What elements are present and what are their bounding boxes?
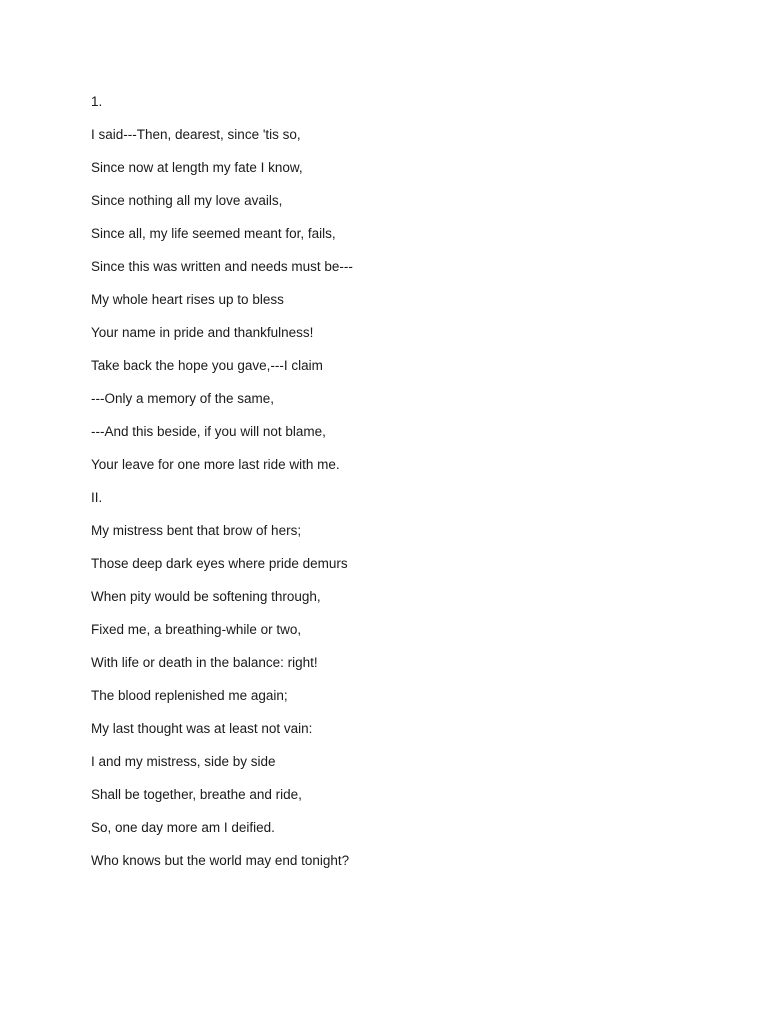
poem-line: So, one day more am I deified. — [91, 820, 275, 835]
poem-line: ---And this beside, if you will not blame, — [91, 424, 326, 439]
poem-line: I said---Then, dearest, since 'tis so, — [91, 127, 301, 142]
poem-line: ---Only a memory of the same, — [91, 391, 275, 406]
poem-line: My mistress bent that brow of hers; — [91, 523, 302, 538]
poem-line: My whole heart rises up to bless — [91, 292, 284, 307]
poem-line: Those deep dark eyes where pride demurs — [91, 556, 348, 571]
poem-line: Since this was written and needs must be--- — [91, 259, 353, 274]
poem-line: Since all, my life seemed meant for, fails, — [91, 226, 336, 241]
poem-line: Fixed me, a breathing-while or two, — [91, 622, 302, 637]
poem-line: I and my mistress, side by side — [91, 754, 276, 769]
stanza-number: 1. — [91, 94, 103, 109]
poem-line: With life or death in the balance: right! — [91, 655, 318, 670]
poem-line: Your leave for one more last ride with me. — [91, 457, 340, 472]
poem-line: Since now at length my fate I know, — [91, 160, 303, 175]
poem-line: Since nothing all my love avails, — [91, 193, 283, 208]
poem-line: Who knows but the world may end tonight? — [91, 853, 350, 868]
poem-line: Take back the hope you gave,---I claim — [91, 358, 323, 373]
poem-line: My last thought was at least not vain: — [91, 721, 313, 736]
stanza-number: II. — [91, 490, 103, 505]
poem-line: Shall be together, breathe and ride, — [91, 787, 302, 802]
poem-line: The blood replenished me again; — [91, 688, 288, 703]
poem-line: When pity would be softening through, — [91, 589, 321, 604]
poem-line: Your name in pride and thankfulness! — [91, 325, 314, 340]
